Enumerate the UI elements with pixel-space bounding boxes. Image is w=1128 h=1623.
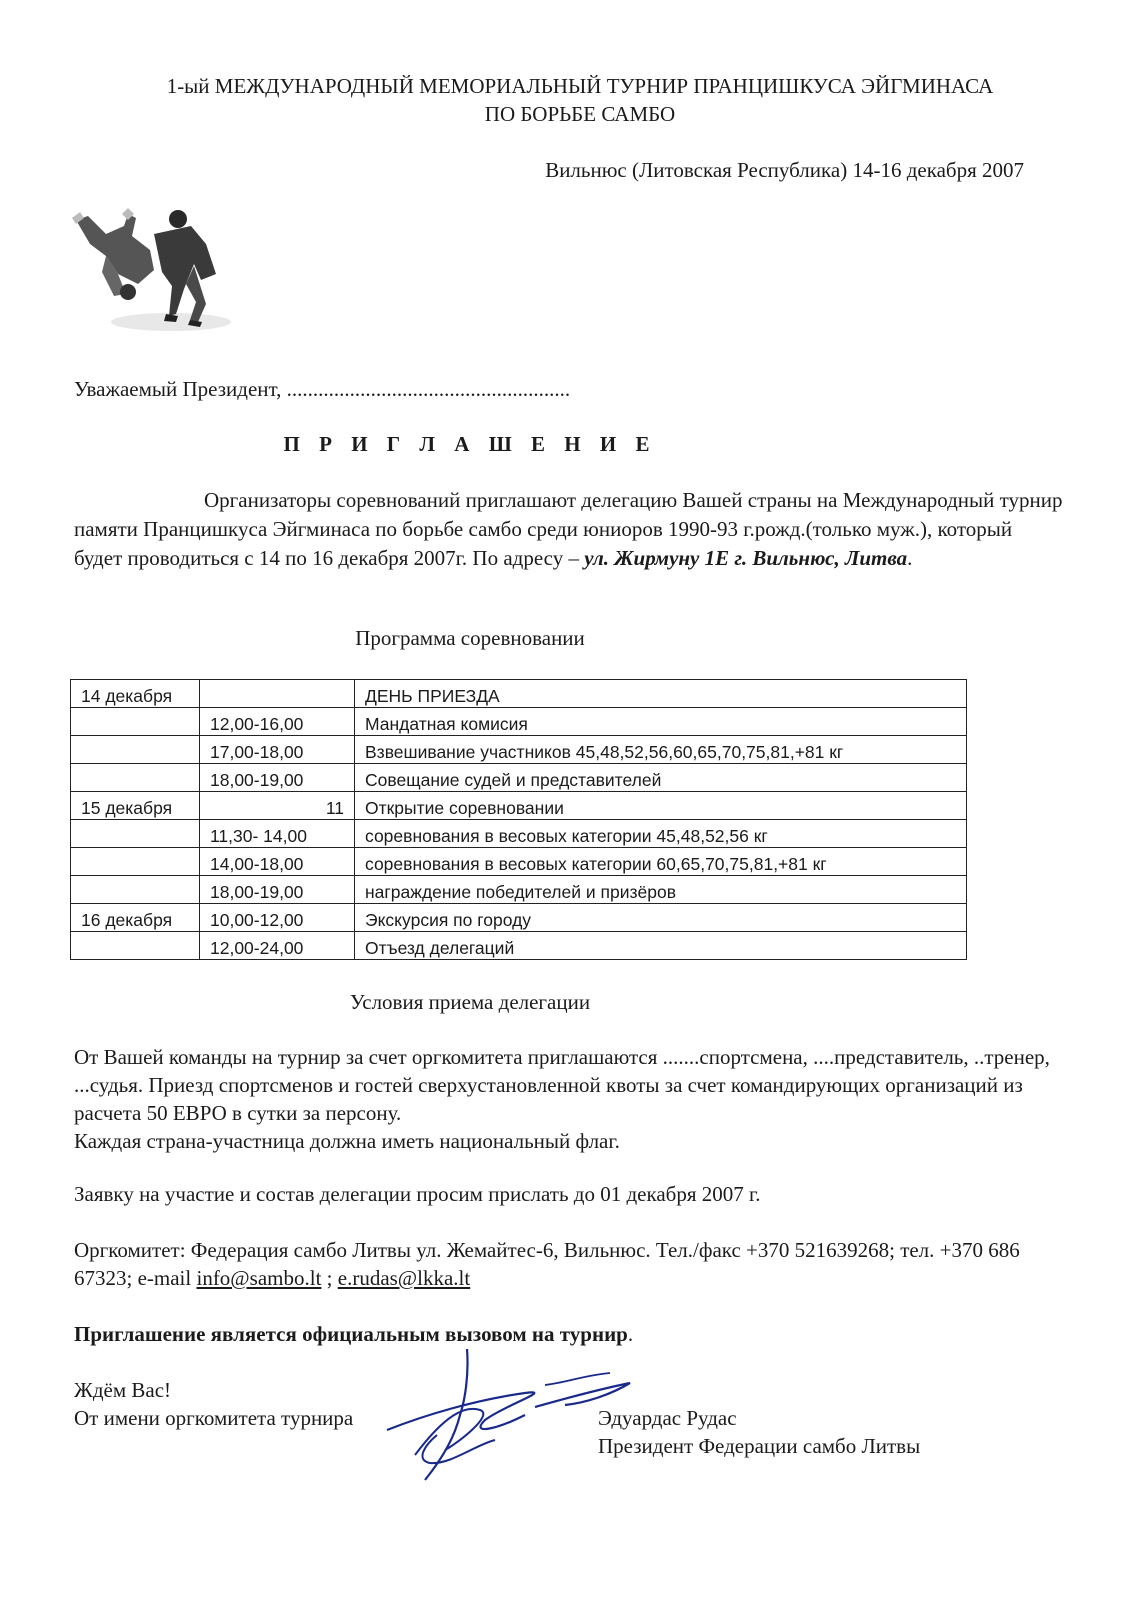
organizing-committee-contacts (74, 1236, 1074, 1292)
program-title: Программа соревновании (355, 626, 585, 650)
schedule-row (71, 764, 967, 792)
greeting: Уважаемый Президент, ...................................................... (74, 377, 571, 401)
conditions-title: Условия приема делегации (349, 990, 591, 1014)
closing-wish: Ждём Вас! (74, 1378, 172, 1402)
schedule-day (71, 848, 200, 876)
sambo-throw-illustration (66, 204, 234, 334)
schedule-time: 17,00-18,00 (200, 736, 355, 764)
invitation-title: П Р И Г Л А Ш Е Н И Е (283, 432, 657, 456)
schedule-day (71, 820, 200, 848)
intro-end: . (907, 546, 913, 570)
schedule-event: соревнования в весовых категории 60,65,70,75,81,+81 кг (355, 848, 967, 876)
schedule-event: Открытие соревновании (355, 792, 967, 820)
document-title-line2: ПО БОРЬБЕ САМБО (484, 102, 676, 126)
contacts-text: Оргкомитет: Федерация самбо Литвы ул. Жемайтес-6, Вильнюс. Тел./факс +370 521639268; тел. +370 686 67323; e-mail (74, 1238, 1020, 1290)
schedule-time: 12,00-24,00 (200, 932, 355, 960)
schedule-time: 18,00-19,00 (200, 764, 355, 792)
intro-paragraph (74, 486, 1064, 573)
schedule-row (71, 736, 967, 764)
handwritten-signature (385, 1345, 685, 1495)
schedule-event: Экскурсия по городу (355, 904, 967, 932)
schedule-row (71, 904, 967, 932)
schedule-row (71, 876, 967, 904)
intro-text: Организаторы соревнований приглашают делегацию Вашей страны на Международный турнир памяти Пранцишкуса Эйгминаса по борьбе самбо среди юниоров 1990-93 г.рожд.(только муж.), который будет проводиться с 14 по 16 декабря 2007г. По адресу – (74, 488, 1063, 570)
conditions-text: От Вашей команды на турнир за счет оргкомитета приглашаются .......спортсмена, ....представитель, ..тренер, ...судья. Приезд спортсменов и гостей сверхустановленной квоты за счет командирующих организаций из расчета 50 ЕВРО в сутки за персону. (74, 1045, 1050, 1125)
schedule-day (71, 708, 200, 736)
schedule-event: Мандатная комисия (355, 708, 967, 736)
schedule-day (71, 736, 200, 764)
schedule-row (71, 792, 967, 820)
signer-name: Эдуардас Рудас (598, 1406, 737, 1430)
schedule-event: Совещание судей и представителей (355, 764, 967, 792)
flag-requirement: Каждая страна-участница должна иметь национальный флаг. (74, 1129, 620, 1153)
schedule-day: 16 декабря (71, 904, 200, 932)
schedule-event: соревнования в весовых категории 45,48,52,56 кг (355, 820, 967, 848)
schedule-row (71, 820, 967, 848)
schedule-time: 18,00-19,00 (200, 876, 355, 904)
schedule-row (71, 708, 967, 736)
schedule-row (71, 932, 967, 960)
schedule-day (71, 932, 200, 960)
place-and-date: Вильнюс (Литовская Республика) 14-16 декабря 2007 (545, 158, 1024, 182)
schedule-row (71, 848, 967, 876)
email-separator: ; (321, 1266, 338, 1290)
schedule-event: Взвешивание участников 45,48,52,56,60,65,70,75,81,+81 кг (355, 736, 967, 764)
schedule-time: 14,00-18,00 (200, 848, 355, 876)
email-link-rudas[interactable]: e.rudas@lkka.lt (337, 1266, 471, 1290)
signer-title: Президент Федерации самбо Литвы (598, 1434, 921, 1458)
application-deadline: Заявку на участие и состав делегации просим прислать до 01 декабря 2007 г. (74, 1182, 761, 1206)
schedule-time (200, 680, 355, 708)
official-note-end: . (627, 1322, 634, 1346)
closing-from: От имени оргкомитета турнира (74, 1406, 354, 1430)
document-title-line1: 1-ый МЕЖДУНАРОДНЫЙ МЕМОРИАЛЬНЫЙ ТУРНИР ПРАНЦИШКУСА ЭЙГМИНАСА (166, 74, 994, 98)
schedule-time: 10,00-12,00 (200, 904, 355, 932)
schedule-day (71, 764, 200, 792)
official-note-text: Приглашение является официальным вызовом на турнир (74, 1322, 628, 1346)
email-link-info[interactable]: info@sambo.lt (196, 1266, 322, 1290)
schedule-event: Отъезд делегаций (355, 932, 967, 960)
schedule-time: 11 (200, 792, 355, 820)
official-note (74, 1320, 1074, 1348)
schedule-day: 15 декабря (71, 792, 200, 820)
schedule-event: награждение победителей и призёров (355, 876, 967, 904)
venue-address: ул. Жирмуну 1Е г. Вильнюс, Литва (584, 546, 908, 570)
schedule-time: 12,00-16,00 (200, 708, 355, 736)
schedule-day: 14 декабря (71, 680, 200, 708)
conditions-paragraph (74, 1043, 1074, 1155)
schedule-day (71, 876, 200, 904)
schedule-row (71, 680, 967, 708)
schedule-event: ДЕНЬ ПРИЕЗДА (355, 680, 967, 708)
program-table (70, 679, 967, 960)
schedule-time: 11,30- 14,00 (200, 820, 355, 848)
